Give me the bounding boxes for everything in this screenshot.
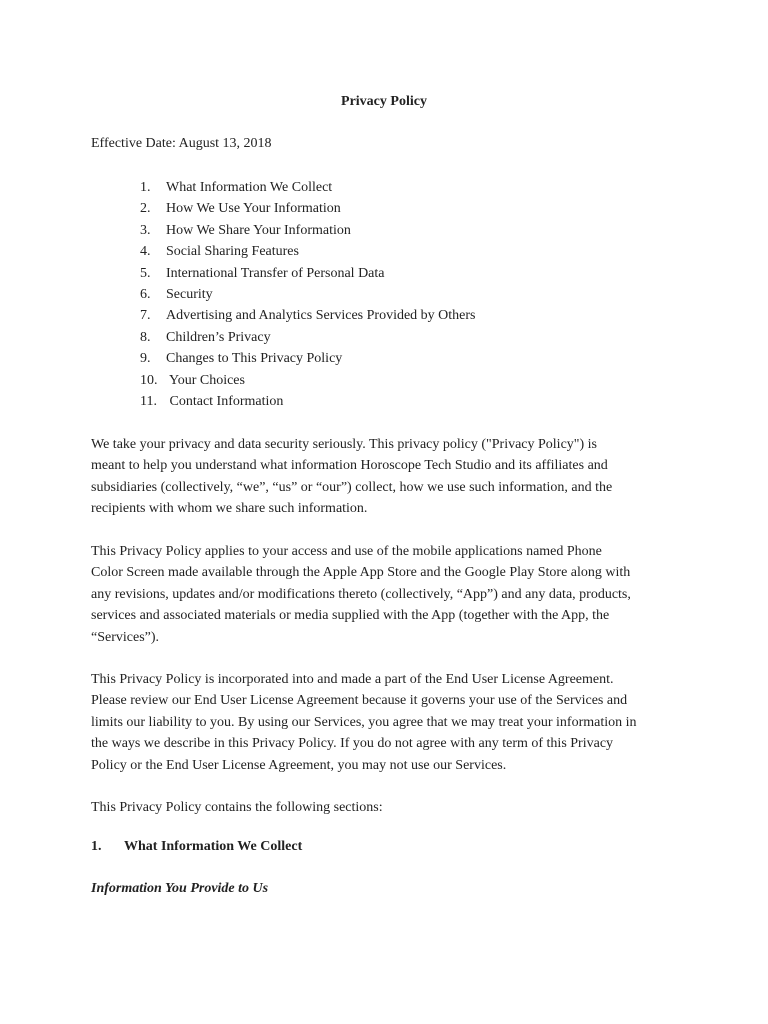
toc-item-number: 2.: [140, 201, 151, 217]
toc-item: [140, 391, 476, 412]
toc-item-number: 1.: [140, 180, 151, 195]
toc-item: [140, 305, 476, 326]
paragraph-line: Color Screen made available through the Apple App Store and the Google Play Store along with: [91, 565, 631, 581]
paragraph-line: This Privacy Policy contains the following sections:: [91, 800, 383, 815]
toc-item-label: How We Use Your Information: [166, 201, 341, 217]
paragraph-line: the ways we describe in this Privacy Policy. If you do not agree with any term of this Privacy: [91, 736, 614, 752]
agreement-paragraph: [91, 669, 691, 776]
paragraph-line: We take your privacy and data security seriously. This privacy policy ("Privacy Policy") is: [91, 437, 598, 452]
effective-date: Effective Date: August 13, 2018: [91, 136, 272, 151]
paragraph-line: services and associated materials or media supplied with the App (together with the App, the: [91, 608, 610, 624]
subsection-heading: Information You Provide to Us: [91, 881, 269, 896]
toc-item-number: 7.: [140, 308, 151, 324]
toc-item: [140, 198, 476, 219]
section-number: 1.: [91, 839, 102, 854]
paragraph-line: any revisions, updates and/or modifications thereto (collectively, “App”) and any data, products,: [91, 586, 631, 602]
toc-item-label: International Transfer of Personal Data: [166, 265, 385, 281]
paragraph-line: Please review our End User License Agreement because it governs your use of the Services and: [91, 693, 628, 709]
toc-item-label: Advertising and Analytics Services Provided by Others: [166, 308, 476, 324]
paragraph-line: Policy or the End User License Agreement, you may not use our Services.: [91, 757, 507, 773]
toc-item: [140, 263, 476, 284]
table-of-contents: [140, 177, 476, 412]
intro-paragraph: [91, 434, 691, 520]
toc-item: [140, 348, 476, 369]
paragraph-line: This Privacy Policy is incorporated into and made a part of the End User License Agreement.: [91, 672, 614, 687]
toc-item-number: 3.: [140, 222, 151, 238]
toc-item-label: Contact Information: [166, 393, 284, 409]
toc-item-label: Children’s Privacy: [166, 329, 271, 345]
toc-item-number: 5.: [140, 265, 151, 281]
toc-item-number: 9.: [140, 351, 151, 367]
toc-item-label: How We Share Your Information: [166, 222, 351, 238]
toc-item-label: Changes to This Privacy Policy: [166, 351, 343, 367]
paragraph-line: subsidiaries (collectively, “we”, “us” or “our”) collect, how we use such information, and the: [91, 479, 613, 495]
toc-item-number: 6.: [140, 286, 151, 302]
toc-item: [140, 177, 476, 198]
sections-intro-paragraph: [91, 797, 691, 818]
section-title: What Information We Collect: [124, 839, 303, 854]
toc-item: [140, 220, 476, 241]
document-title: Privacy Policy: [341, 94, 427, 109]
toc-item-label: Your Choices: [166, 372, 245, 388]
paragraph-line: recipients with whom we share such information.: [91, 501, 368, 517]
toc-item: [140, 284, 476, 305]
toc-item-number: 4.: [140, 244, 151, 260]
toc-item-label: Social Sharing Features: [166, 244, 299, 260]
toc-item-label: What Information We Collect: [166, 180, 333, 195]
section-heading: [91, 839, 302, 855]
toc-item-number: 8.: [140, 329, 151, 345]
toc-item-number: 10.: [140, 372, 158, 388]
toc-item-label: Security: [166, 286, 213, 302]
toc-item: [140, 241, 476, 262]
paragraph-line: “Services”).: [91, 629, 160, 645]
toc-item-number: 11.: [140, 393, 157, 409]
paragraph-line: This Privacy Policy applies to your access and use of the mobile applications named Phone: [91, 544, 602, 559]
toc-item: [140, 370, 476, 391]
toc-item: [140, 327, 476, 348]
paragraph-line: limits our liability to you. By using our Services, you agree that we may treat your information in: [91, 714, 637, 730]
paragraph-line: meant to help you understand what information Horoscope Tech Studio and its affiliates and: [91, 458, 608, 474]
scope-paragraph: [91, 541, 691, 648]
